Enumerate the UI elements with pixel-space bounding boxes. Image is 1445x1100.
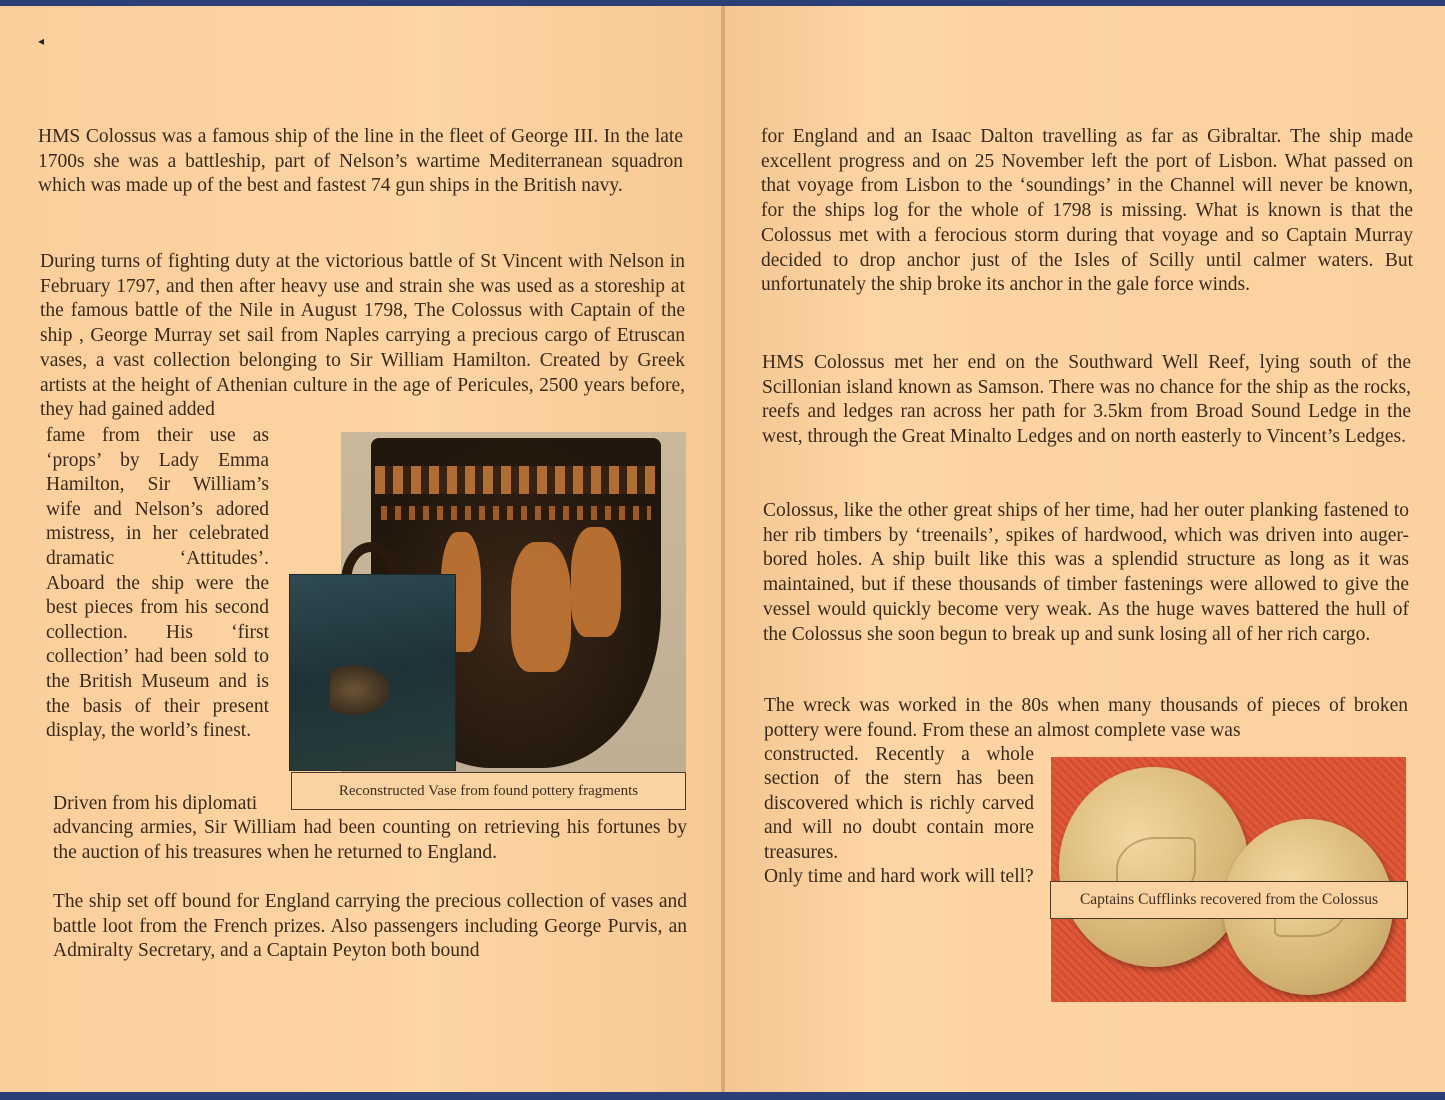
left-para-1: HMS Colossus was a famous ship of the line in the fleet of George III. In the late 1700s she was a battleship, part of Nelson’s wartime Mediterranean squadron which was made up of the best and fastest 74 gun ships in the British navy.	[38, 126, 683, 197]
left-wrap-text: fame from their use as ‘props’ by Lady Emma Hamilton, Sir William’s wife and Nelson’s adored mistress, in her celebrated dramatic ‘Attitudes’. Aboard the ship were the best pieces from his second collection. His ‘first collection’ had been sold to the British Museum and is the basis of their present display, the world’s finest.	[46, 425, 269, 742]
right-para-3: Colossus, like the other great ships of her time, had her outer planking fastened to her rib timbers by ‘treenails’, spikes of hardwood, which was driven into auger-bored holes. A ship built like this was a splendid structure as long as it was maintained, but if these thousands of timber fastenings were allowed to give the vessel would quickly become very weak. As the huge waves battered the hull of the Colossus she soon begun to break up and sunk losing all of her rich cargo.	[763, 500, 1409, 645]
left-para-3-rest: advancing armies, Sir William had been counting on retrieving his fortunes by the auction of his treasures when he returned to England.	[53, 817, 687, 863]
cufflinks-photo	[1051, 757, 1406, 1002]
left-para-3-start: Driven from his diplomati	[53, 793, 258, 814]
cufflinks-caption: Captains Cufflinks recovered from the Colossus	[1050, 881, 1408, 919]
book-spine	[721, 6, 725, 1092]
left-para-2: During turns of fighting duty at the victorious battle of St Vincent with Nelson in February 1797, and then after heavy use and strain she was used as a storeship at the famous battle of the Nile in August 1798, The Colossus with Captain of the ship , George Murray set sail from Naples carrying a precious cargo of Etruscan vases, a vast collection belonging to Sir William Hamilton. Created by Greek artists at the height of Athenian culture in the age of Pericules, 2500 years before, they had gained added	[40, 251, 685, 421]
right-para-2: HMS Colossus met her end on the Southward Well Reef, lying south of the Scillonian island known as Samson. There was no chance for the ship as the rocks, reefs and ledges ran across her path for 3.5km from Broad Sound Ledge in the west, through the Great Minalto Ledges and on north easterly to Vincent’s Ledges.	[762, 352, 1411, 448]
corner-mark: ◂	[38, 34, 45, 48]
seabed-photo	[290, 575, 455, 770]
left-para-4: The ship set off bound for England carrying the precious collection of vases and battle loot from the French prizes. Also passengers including George Purvis, an Admiralty Secretary, and a Captain Peyton both bound	[53, 891, 687, 962]
right-wrap-text: constructed. Recently a whole section of the stern has been discovered which is richly carved and will no doubt contain more treasures. Only time and hard work will tell?	[764, 744, 1034, 888]
right-para-1: for England and an Isaac Dalton travelling as far as Gibraltar. The ship made excellent progress and on 25 November left the port of Lisbon. What passed on that voyage from Lisbon to the ‘soundings’ in the Channel will never be known, for the ships log for the whole of 1798 is missing. What is known is that the Colossus met with a ferocious storm during that voyage and so Captain Murray decided to drop anchor just of the Isles of Scilly until calmer waters. But unfortunately the ship broke its anchor in the gale force winds.	[761, 126, 1413, 296]
vase-caption: Reconstructed Vase from found pottery fragments	[291, 772, 686, 810]
right-para-4: The wreck was worked in the 80s when many thousands of pieces of broken pottery were found. From these an almost complete vase was	[764, 695, 1408, 741]
